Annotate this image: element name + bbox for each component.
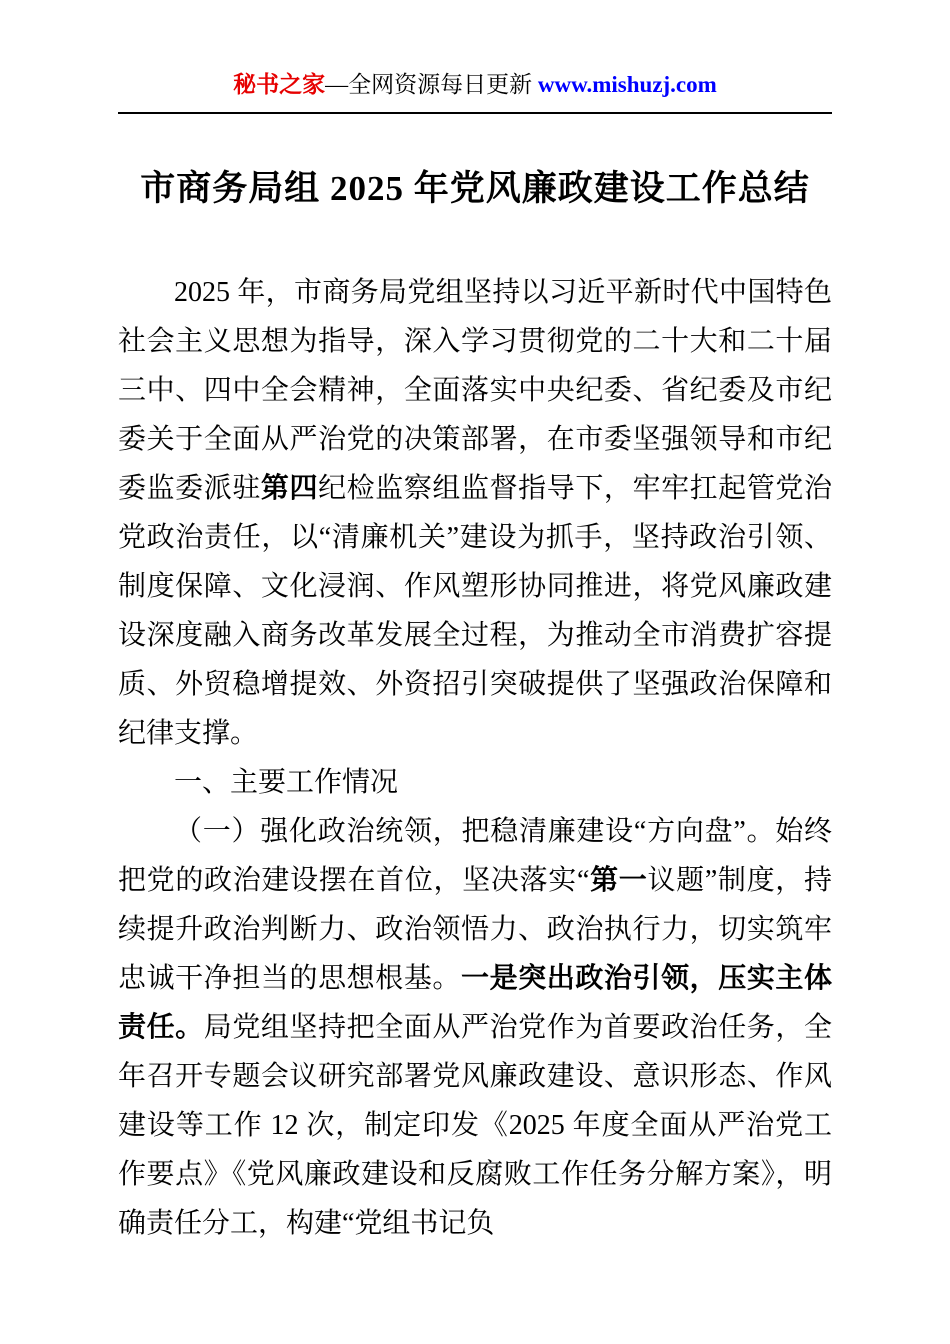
intro-paragraph (118, 268, 832, 758)
header-tagline: —全网资源每日更新 (325, 72, 538, 97)
text-run: 纪检监察组监督指导下，牢牢扛起管党治党政治责任，以“清廉机关”建设为抓手，坚持政治引领、制度保障、文化浸润、作风塑形协同推进，将党风廉政建设深度融入商务改革发展全过程，为推动全市消费扩容提质、外贸稳增提效、外资招引突破提供了坚强政治保障和纪律支撑。 (118, 473, 832, 749)
text-run: 一、主要工作情况 (174, 767, 399, 798)
text-run: （一）强化政治统领，把稳清廉建设“方向盘”。始终把党的政治建设摆在首位，坚决落实“ (118, 816, 832, 896)
document-body (118, 166, 832, 1248)
subsection-paragraph (118, 807, 832, 1248)
text-run: 2025 年，市商务局党组坚持以习近平新时代中国特色社会主义思想为指导，深入学习贯彻党的二十大和二十届三中、四中全会精神，全面落实中央纪委、省纪委及市纪委关于全面从严治党的决策部署，在市委坚强领导和市纪委监委派驻 (118, 277, 832, 504)
bold-text-run: 一是突出政治引领，压实主体责任。 (118, 963, 832, 1043)
brand-name: 秘书之家 (233, 72, 326, 97)
bold-text-run: 第一 (589, 865, 648, 896)
text-run: 议题”制度，持续提升政治判断力、政治领悟力、政治执行力，切实筑牢忠诚干净担当的思想根基。 (118, 865, 832, 994)
bold-text-run: 第四 (260, 473, 319, 504)
header-url[interactable]: www.mishuzj.com (537, 72, 717, 97)
page-header (118, 70, 832, 114)
paragraph-container (118, 268, 832, 1248)
text-run: 局党组坚持把全面从严治党作为首要政治任务，全年召开专题会议研究部署党风廉政建设、意识形态、作风建设等工作 12 次，制定印发《2025 年度全面从严治党工作要点》《党风廉政建设和反腐败工作任务分解方案》，明确责任分工，构建“党组书记负 (118, 1012, 832, 1239)
document-title: 市商务局组 2025 年党风廉政建设工作总结 (140, 169, 810, 208)
section-heading (118, 758, 832, 807)
